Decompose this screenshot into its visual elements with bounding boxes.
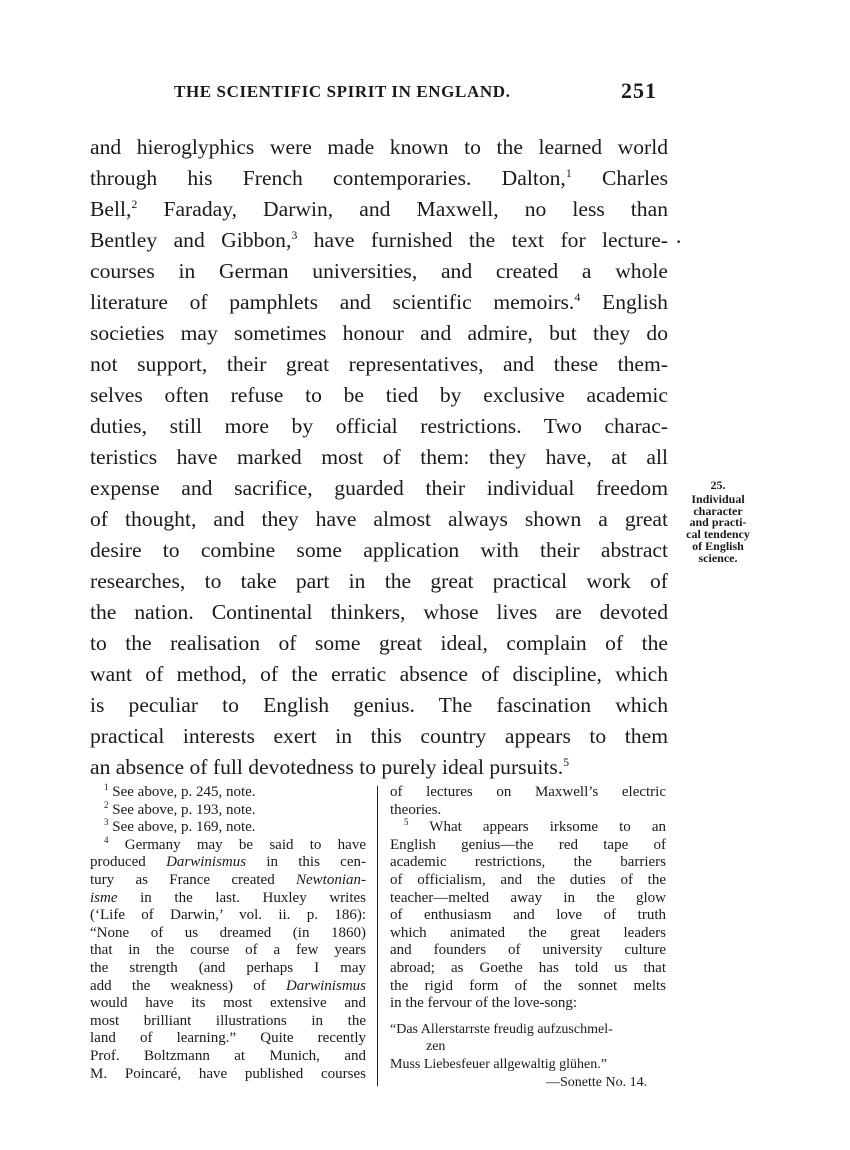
- page-header: [90, 78, 665, 108]
- text-line: and hieroglyphics were made known to the learned world: [90, 135, 668, 159]
- text-line: Bell,$^2$ Faraday, Darwin, and Maxwell, no less than: [90, 196, 668, 221]
- footnote-line: isme in the last. Huxley writes: [90, 889, 366, 906]
- quote-line: “Das Allerstarrste freudig aufzuschmel-: [390, 1021, 613, 1037]
- margin-note-line: Individual: [691, 491, 745, 506]
- footnote-line: academic restrictions, the barriers: [390, 854, 666, 871]
- text-line: researches, to take part in the great practical work of: [90, 569, 668, 593]
- text-line: is peculiar to English genius. The fascination which: [90, 693, 668, 717]
- margin-note-line: and practi-: [689, 515, 747, 530]
- margin-note-line: of English: [692, 538, 744, 553]
- column-divider: [377, 786, 378, 1086]
- text-line: expense and sacrifice, guarded their individual freedom: [90, 476, 668, 500]
- footnote-1: $^1$ See above, p. 245, note.: [104, 782, 256, 800]
- footnote-line: M. Poincaré, have published courses: [90, 1065, 366, 1082]
- footnote-ref: 5: [563, 754, 570, 769]
- text-line: an absence of full devotedness to purely ideal pursuits.$^5$: [90, 754, 570, 779]
- footnote-line: teacher—melted away in the glow: [390, 889, 666, 906]
- footnote-ref: 3: [291, 227, 298, 242]
- margin-note-line: cal tendency: [686, 527, 750, 542]
- text-line: Bentley and Gibbon,$^3$ have furnished the text for lecture-: [90, 227, 668, 252]
- footnote-ref: 2: [131, 196, 138, 211]
- footnote-line: of enthusiasm and love of truth: [390, 907, 666, 924]
- footnote-line: which animated the great leaders: [390, 924, 666, 941]
- footnote-line: in the fervour of the love-song:: [390, 995, 578, 1012]
- running-head: THE SCIENTIFIC SPIRIT IN ENGLAND.: [174, 82, 511, 101]
- footnote-line: abroad; as Goethe has told us that: [390, 959, 666, 976]
- footnote-line: the rigid form of the sonnet melts: [390, 977, 666, 994]
- text-line: societies may sometimes honour and admire, but they do: [90, 321, 668, 345]
- footnote-2: $^2$ See above, p. 193, note.: [104, 799, 256, 818]
- text-line: the nation. Continental thinkers, whose lives are devoted: [90, 600, 668, 624]
- text-line: desire to combine some application with their abstract: [90, 538, 668, 562]
- footnote-3: $^3$ See above, p. 169, note.: [104, 817, 256, 836]
- footnote-line: the strength (and perhaps I may: [90, 959, 366, 976]
- footnote-line: most brilliant illustrations in the: [90, 1012, 366, 1029]
- text-line: want of method, of the erratic absence of discipline, which: [90, 662, 668, 686]
- text-line: duties, still more by official restrictions. Two charac-: [90, 414, 668, 438]
- text-line: of thought, and they have almost always shown a great: [90, 507, 668, 531]
- footnote-line: that in the course of a few years: [90, 942, 366, 959]
- footnote-line: add the weakness) of Darwinismus: [90, 977, 366, 994]
- text-line: practical interests exert in this country appears to them: [90, 724, 668, 748]
- footnote-line: (‘Life of Darwin,’ vol. ii. p. 186):: [90, 907, 366, 924]
- text-line: not support, their great representatives, and these them-: [90, 352, 668, 376]
- footnote-line: tury as France created Newtonian-: [90, 871, 366, 888]
- margin-note: [672, 480, 764, 565]
- stray-mark: ·: [676, 234, 682, 251]
- text-line: literature of pamphlets and scientific memoirs.$^4$ English: [90, 289, 668, 314]
- footnote-line: produced Darwinismus in this cen-: [90, 854, 366, 871]
- main-text: [90, 132, 668, 783]
- footnote-4: $^4$ Germany may be said to have: [104, 834, 366, 853]
- footnotes-left-column: [90, 784, 366, 1083]
- footnote-ref: 1: [565, 165, 572, 180]
- page-number: 251: [621, 78, 657, 103]
- footnote-line: would have its most extensive and: [90, 995, 366, 1012]
- footnote-5: $^5$ What appears irksome to an: [404, 817, 666, 836]
- margin-note-line: science.: [698, 550, 738, 565]
- text-line: selves often refuse to be tied by exclusive academic: [90, 383, 668, 407]
- footnotes: [90, 784, 668, 1094]
- footnote-line: theories.: [390, 801, 442, 818]
- footnote-line: of lectures on Maxwell’s electric: [390, 784, 666, 800]
- footnote-line: English genius—the red tape of: [390, 836, 666, 853]
- quote-line: zen: [426, 1039, 446, 1055]
- footnote-line: of officialism, and the duties of the: [390, 871, 666, 888]
- margin-note-line: character: [693, 503, 743, 518]
- text-line: courses in German universities, and created a whole: [90, 259, 668, 283]
- footnote-line: land of learning.” Quite recently: [90, 1030, 366, 1047]
- quote-source: —Sonette No. 14.: [546, 1074, 648, 1090]
- footnote-ref: 4: [574, 289, 581, 304]
- text-line: teristics have marked most of them: they have, at all: [90, 445, 668, 469]
- footnote-line: “None of us dreamed (in 1860): [90, 924, 366, 941]
- footnotes-right-column: [390, 784, 666, 1091]
- quote-line: Muss Liebesfeuer allgewaltig glühen.”: [390, 1056, 607, 1072]
- text-line: through his French contemporaries. Dalton,$^1$ Charles: [90, 165, 668, 190]
- footnote-line: Prof. Boltzmann at Munich, and: [90, 1047, 366, 1064]
- text-line: to the realisation of some great ideal, complain of the: [90, 631, 668, 655]
- sonnet-quote: [390, 1021, 666, 1091]
- margin-note-number: 25.: [710, 478, 726, 492]
- footnote-line: and founders of university culture: [390, 942, 666, 959]
